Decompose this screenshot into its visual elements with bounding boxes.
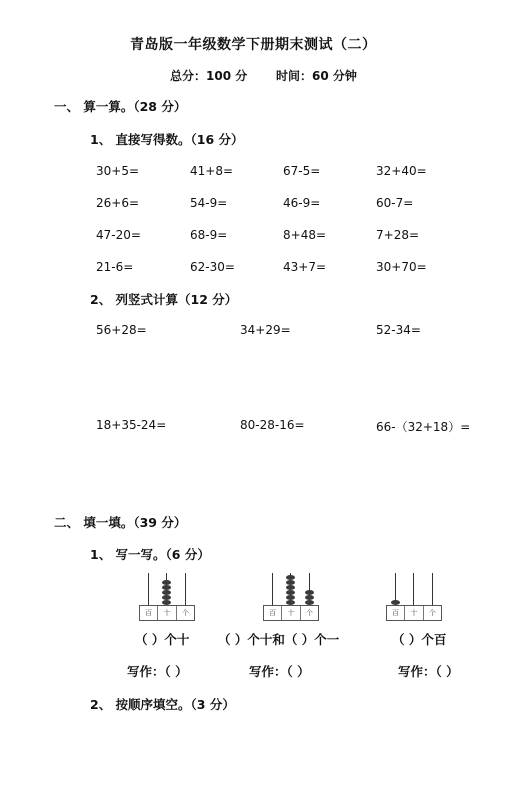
question: 47-20= (96, 228, 141, 242)
question: 18+35-24= (96, 418, 167, 432)
abacus-base (139, 605, 195, 621)
question: 62-30= (190, 260, 235, 274)
abacus-label-tens: 十 (158, 606, 176, 620)
question: 68-9= (190, 228, 228, 242)
question: 52-34= (376, 323, 421, 337)
question: 80-28-16= (240, 418, 305, 432)
section-2-heading: 二、 填一填。（39 分） (54, 515, 187, 530)
abacus-label-hundreds: 百 (264, 606, 282, 620)
question: 54-9= (190, 196, 228, 210)
abacus-label-hundreds: 百 (140, 606, 158, 620)
abacus-label-ones: 个 (181, 609, 189, 617)
section-2-part-2-heading: 2、 按顺序填空。（3 分） (90, 697, 235, 712)
bead (286, 575, 295, 580)
question: 66-（32+18）= (376, 420, 471, 434)
question: 56+28= (96, 323, 147, 337)
bead (305, 595, 314, 600)
abacus-label-hundreds: 百 (387, 606, 405, 620)
write-as-2: 写作：（ ） (249, 664, 310, 679)
question: 46-9= (283, 196, 321, 210)
abacus-2 (263, 573, 319, 621)
section-1-part-2-heading: 2、 列竖式计算（12 分） (90, 292, 238, 307)
bead (286, 590, 295, 595)
bead (305, 590, 314, 595)
abacus-rod (148, 573, 149, 605)
bead (162, 595, 171, 600)
question: 41+8= (190, 164, 234, 178)
section-1-heading: 一、 算一算。（28 分） (54, 99, 187, 114)
question: 60-7= (376, 196, 414, 210)
abacus-label-ones: 个 (305, 609, 313, 617)
abacus-base (263, 605, 319, 621)
write-as-3: 写作：（ ） (398, 664, 459, 679)
abacus-label-tens: 十 (282, 606, 300, 620)
abacus-rod (432, 573, 433, 605)
question: 67-5= (283, 164, 321, 178)
abacus-1 (139, 573, 195, 621)
section-1-part-1-heading: 1、 直接写得数。（16 分） (90, 132, 244, 147)
bead (162, 580, 171, 585)
question: 32+40= (376, 164, 427, 178)
page-title: 青岛版一年级数学下册期末测试（二） (130, 37, 377, 53)
bead (286, 585, 295, 590)
question: 34+29= (240, 323, 291, 337)
abacus-base (386, 605, 442, 621)
question: 30+70= (376, 260, 427, 274)
blank-tens-and-ones: （ ）个十和（ ）个一 (218, 632, 340, 647)
question: 43+7= (283, 260, 327, 274)
bead (286, 595, 295, 600)
abacus-label-tens: 十 (405, 606, 423, 620)
total-score: 总分：100 分 (170, 69, 248, 83)
abacus-rod (413, 573, 414, 605)
question: 30+5= (96, 164, 140, 178)
blank-tens: （ ）个十 (135, 632, 190, 647)
abacus-rod (185, 573, 186, 605)
question: 26+6= (96, 196, 140, 210)
abacus-3 (386, 573, 442, 621)
abacus-label-ones: 个 (428, 609, 436, 617)
question: 21-6= (96, 260, 134, 274)
abacus-rod (272, 573, 273, 605)
question: 7+28= (376, 228, 420, 242)
question: 8+48= (283, 228, 327, 242)
blank-hundreds: （ ）个百 (392, 632, 447, 647)
section-2-part-1-heading: 1、 写一写。（6 分） (90, 547, 210, 562)
bead (286, 580, 295, 585)
bead (162, 590, 171, 595)
time-limit: 时间：60 分钟 (276, 69, 357, 83)
write-as-1: 写作：（ ） (127, 664, 188, 679)
bead (162, 585, 171, 590)
